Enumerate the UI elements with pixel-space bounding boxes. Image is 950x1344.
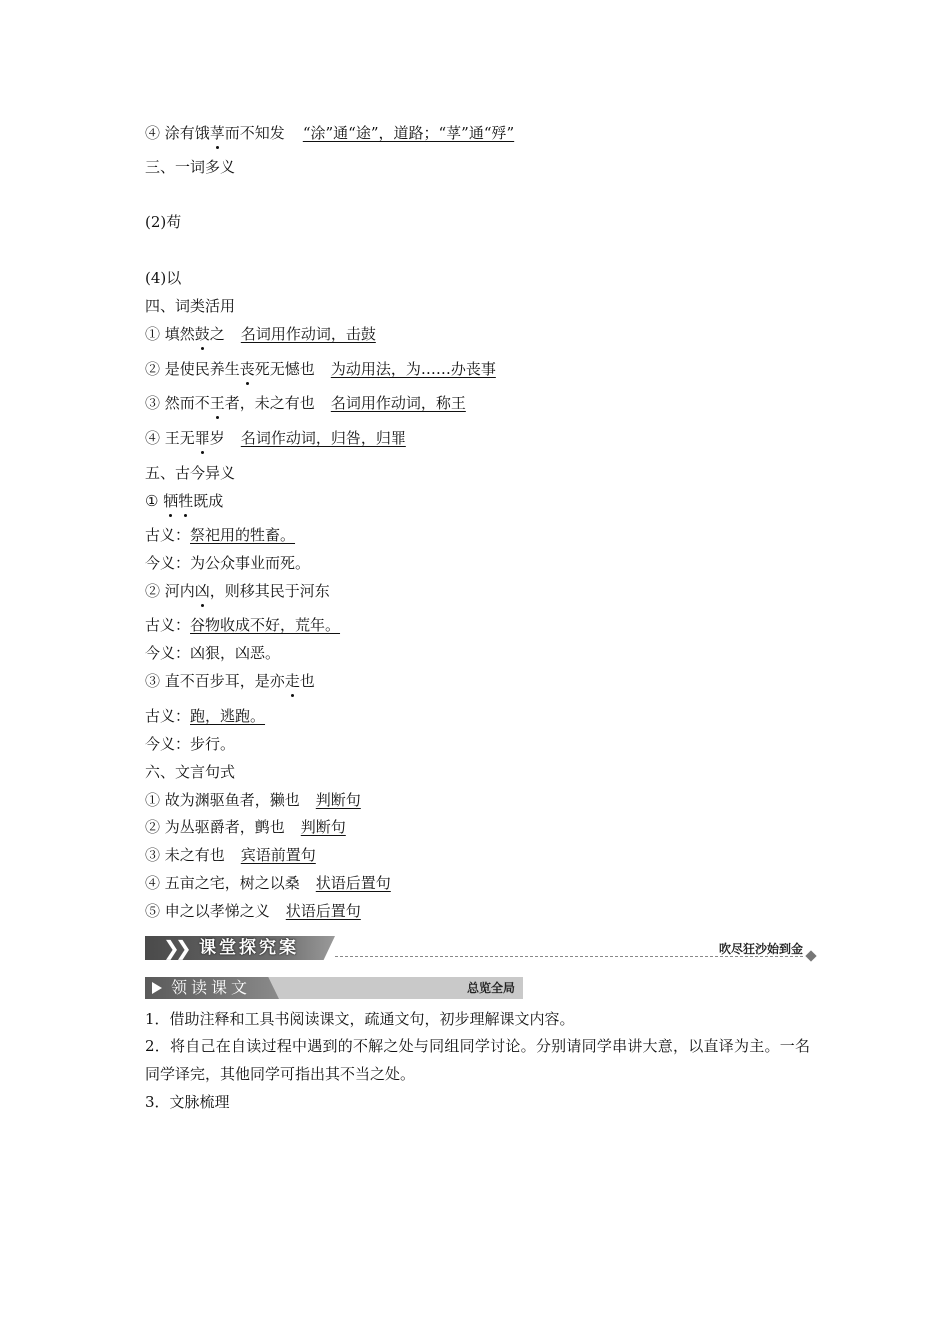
ancient-modern-item: [145, 671, 315, 691]
sentence-item: [145, 901, 361, 921]
sentence-item: [145, 790, 361, 810]
answer-note: “涂”通“途”，道路；“莩”通“殍”: [302, 124, 515, 142]
usage-item: [145, 324, 376, 344]
modern-meaning: 今义：凶狠，凶恶。: [145, 644, 281, 662]
item-text: ⑤ 申之以孝悌之义: [145, 902, 270, 920]
subheader-title: 领读课文: [171, 978, 252, 997]
answer-note: 名词作动词，归咎，归罪: [240, 429, 406, 447]
sentence-item: [145, 873, 391, 893]
emphasis-char: 牲: [178, 492, 194, 510]
item-text: ② 为丛驱爵者，鹯也: [145, 818, 285, 836]
label: 古义：: [145, 526, 191, 544]
banner-title: 课堂探究案: [199, 938, 299, 958]
modern-meaning: 今义：为公众事业而死。: [145, 554, 311, 572]
item-text: ④ 五亩之宅，树之以桑: [145, 874, 300, 892]
chevron-right-icon: ❯: [163, 936, 180, 960]
step-item: 2．将自己在自读过程中遇到的不解之处与同组同学讨论。分别请同学串讲大意，以直译为主。一名同学译完，其他同学可指出其不当之处。: [145, 1037, 810, 1083]
item-text: 者，未之有也: [224, 394, 315, 412]
section-heading: 三、一词多义: [145, 158, 236, 176]
item-text: ③ 然而不: [145, 394, 210, 412]
item-text: 之: [209, 325, 225, 343]
usage-item: [145, 359, 496, 379]
answer-note: 谷物收成不好，荒年。: [190, 616, 341, 634]
item-text: ③ 直不百步耳，是亦: [145, 672, 285, 690]
ancient-meaning: [145, 706, 265, 726]
item-text: ① 故为渊驱鱼者，獭也: [145, 791, 300, 809]
answer-note: 为动用法，为……办丧事: [330, 360, 496, 378]
label: 古义：: [145, 616, 191, 634]
answer-note: 宾语前置句: [240, 846, 316, 864]
emphasis-char: 鼓: [194, 325, 210, 343]
polysemy-word: (4)以: [145, 269, 182, 287]
answer-note: 跑，逃跑。: [190, 707, 266, 725]
section-heading: 五、古今异义: [145, 464, 236, 482]
item-text: ④ 涂有饿: [145, 124, 210, 142]
usage-item: [145, 393, 466, 413]
sentence-item: [145, 817, 346, 837]
section-heading: 六、文言句式: [145, 763, 236, 781]
item-text: 岁: [209, 429, 225, 447]
step-item: 1．借助注释和工具书阅读课文，疏通文句，初步理解课文内容。: [145, 1010, 575, 1028]
item-text: ② 是使民养生: [145, 360, 240, 378]
answer-note: 祭祀用的牲畜。: [190, 526, 296, 544]
emphasis-char: 丧: [239, 360, 255, 378]
usage-item: [145, 428, 406, 448]
item-text: ①: [145, 492, 164, 510]
emphasis-char: 王: [209, 394, 225, 412]
ancient-meaning: [145, 615, 340, 635]
ancient-modern-item: [145, 491, 223, 511]
polysemy-word: (2)苟: [145, 213, 182, 231]
chevron-right-icon: ❯: [175, 936, 192, 960]
item-text: ，则移其民于河东: [209, 582, 330, 600]
subheader-tag: 总览全局: [466, 981, 515, 995]
play-triangle-icon: [152, 982, 162, 994]
item-text: 死无憾也: [254, 360, 315, 378]
emphasis-char: 莩: [209, 124, 225, 142]
answer-note: 判断句: [300, 818, 346, 836]
tongjia-item-4: [145, 123, 514, 143]
item-text: ② 河内: [145, 582, 195, 600]
item-text: 也: [299, 672, 315, 690]
subsection-header: [145, 977, 523, 999]
answer-note: 状语后置句: [285, 902, 361, 920]
diamond-icon: [805, 950, 816, 961]
item-text: ④ 王无: [145, 429, 195, 447]
step-item: 3．文脉梳理: [145, 1093, 230, 1111]
answer-note: 判断句: [315, 791, 361, 809]
item-text: 既成: [193, 492, 224, 510]
emphasis-char: 罪: [194, 429, 210, 447]
banner-motto: 吹尽狂沙始到金: [718, 942, 803, 956]
item-text: ① 填然: [145, 325, 195, 343]
section-heading: 四、词类活用: [145, 297, 236, 315]
answer-note: 名词用作动词，击鼓: [240, 325, 376, 343]
emphasis-char: 走: [284, 672, 300, 690]
answer-note: 状语后置句: [315, 874, 391, 892]
section-banner: [145, 936, 815, 962]
ancient-meaning: [145, 525, 295, 545]
item-text: 而不知发: [224, 124, 285, 142]
emphasis-char: 凶: [194, 582, 210, 600]
item-text: ③ 未之有也: [145, 846, 225, 864]
sentence-item: [145, 845, 316, 865]
answer-note: 名词用作动词，称王: [330, 394, 466, 412]
emphasis-char: 牺: [163, 492, 179, 510]
ancient-modern-item: [145, 581, 330, 601]
label: 古义：: [145, 707, 191, 725]
modern-meaning: 今义：步行。: [145, 735, 236, 753]
